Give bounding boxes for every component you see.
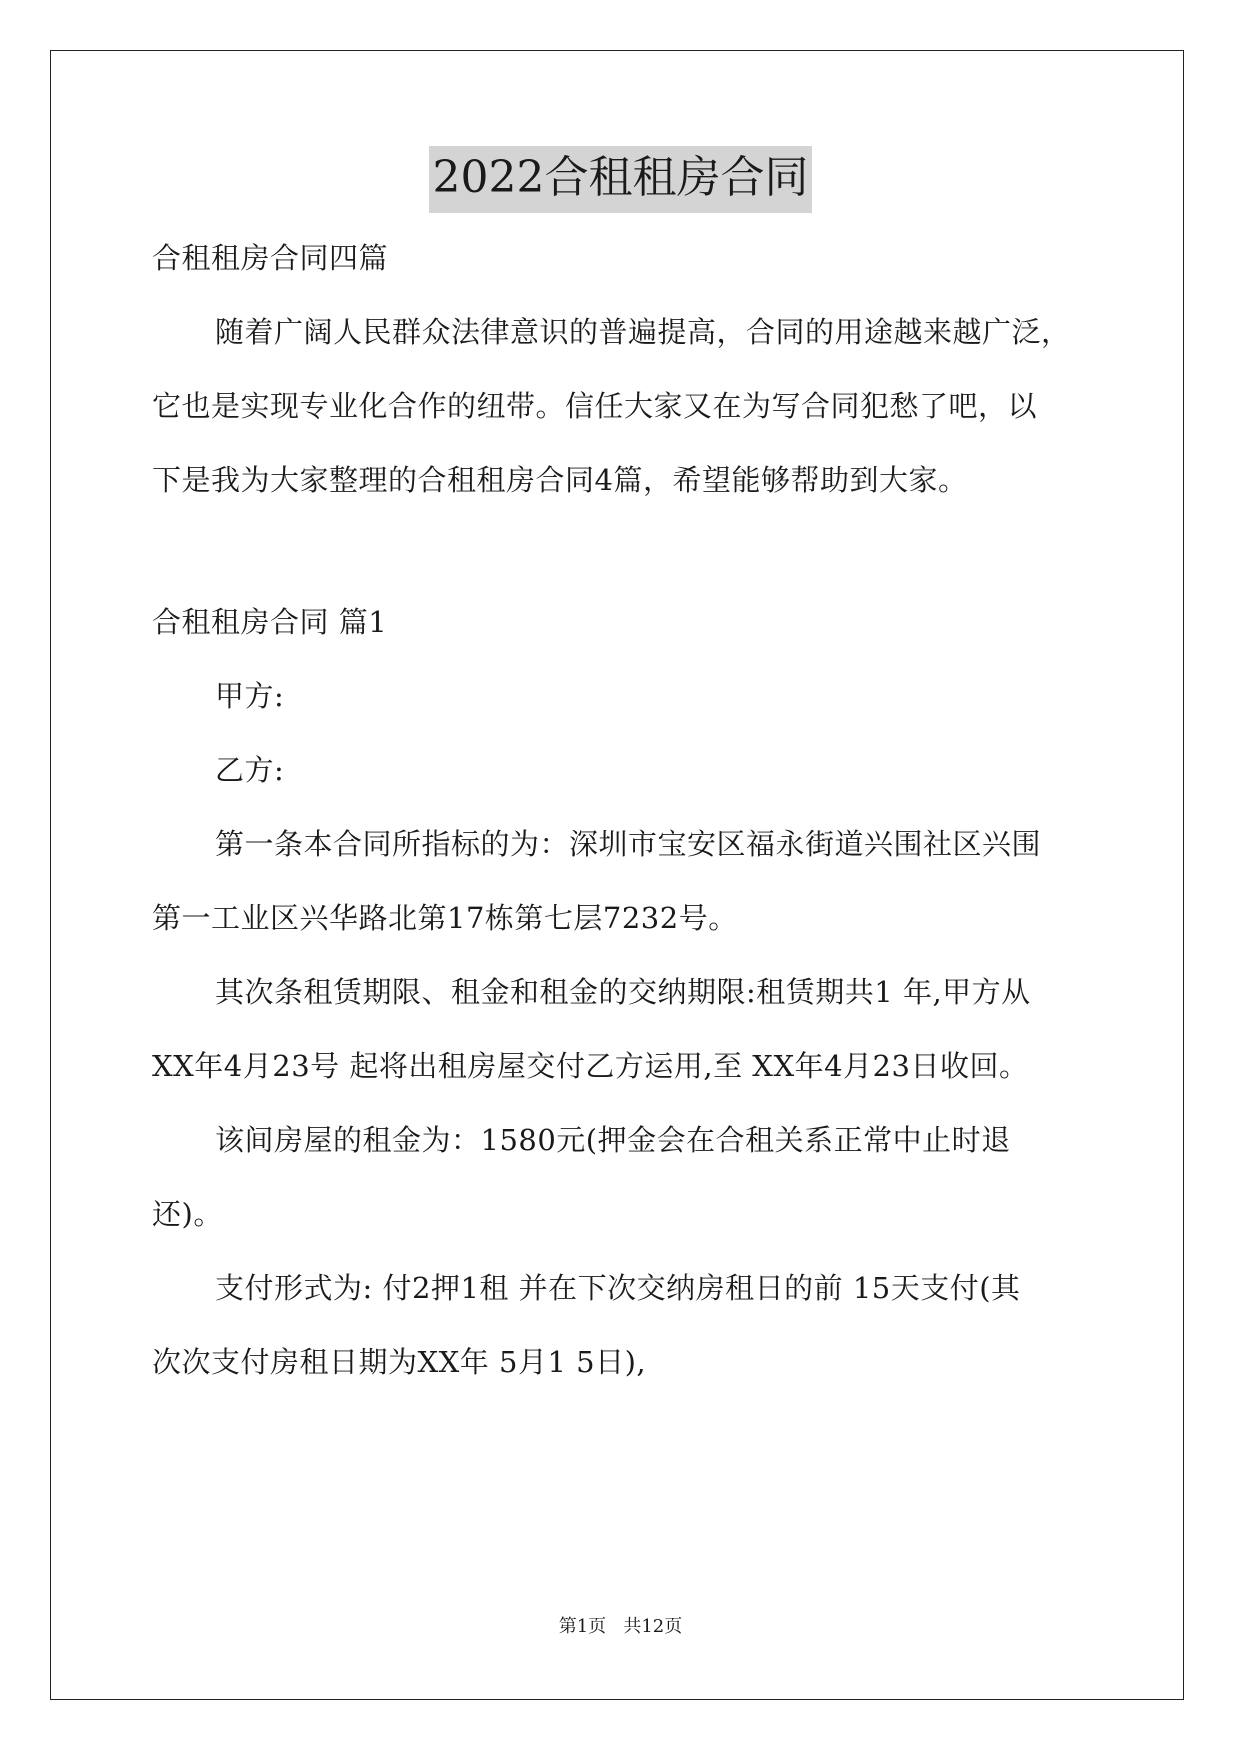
clause-line: 次次支付房租日期为XX年 5月1 5日), <box>152 1345 647 1379</box>
subtitle-line: 合租租房合同四篇 <box>152 241 389 275</box>
clause-line: XX年4月23号 起将出租房屋交付乙方运用,至 XX年4月23日收回。 <box>152 1049 1029 1083</box>
paragraph-line: 随着广阔人民群众法律意识的普遍提高，合同的用途越来越广泛， <box>215 315 1071 349</box>
party-a-line: 甲方: <box>215 679 285 713</box>
clause-line: 第一条本合同所指标的为：深圳市宝安区福永街道兴围社区兴围 <box>215 827 1042 861</box>
clause-line: 其次条租赁期限、租金和租金的交纳期限:租赁期共1 年,甲方从 <box>215 975 1031 1009</box>
section-heading: 合租租房合同 篇1 <box>152 605 388 639</box>
document-title: 2022合租租房合同 <box>0 156 1241 200</box>
party-b-line: 乙方: <box>215 753 285 787</box>
paragraph-line: 下是我为大家整理的合租租房合同4篇，希望能够帮助到大家。 <box>152 463 968 497</box>
clause-line: 支付形式为: 付2押1租 并在下次交纳房租日的前 15天支付(其 <box>215 1271 1021 1305</box>
page-number: 第1页 共12页 <box>558 1616 683 1637</box>
clause-line: 第一工业区兴华路北第17栋第七层7232号。 <box>152 901 738 935</box>
paragraph-line: 它也是实现专业化合作的纽带。信任大家又在为写合同犯愁了吧，以 <box>152 389 1038 423</box>
clause-line: 还)。 <box>152 1197 223 1231</box>
page-border <box>50 50 1184 1700</box>
clause-line: 该间房屋的租金为：1580元(押金会在合租关系正常中止时退 <box>215 1123 1011 1157</box>
